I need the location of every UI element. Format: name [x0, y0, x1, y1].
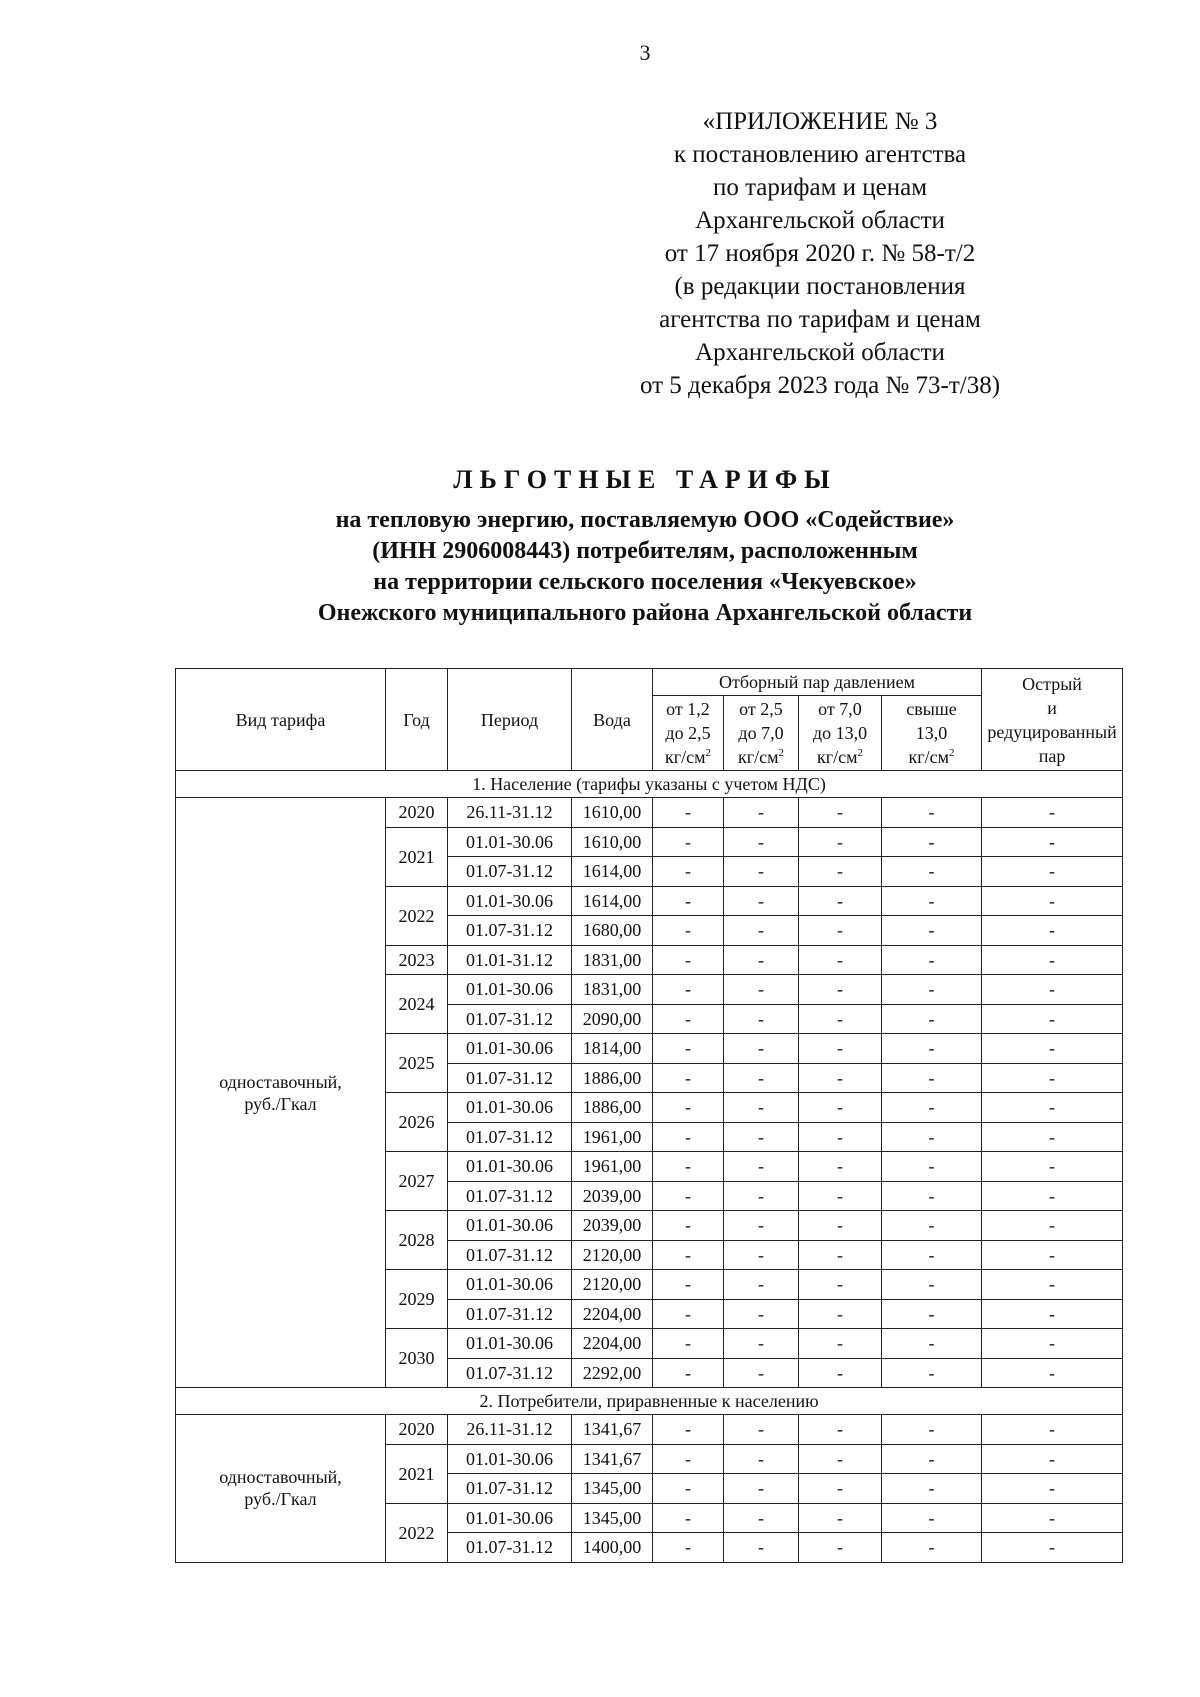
empty-value: - — [724, 1415, 799, 1445]
period-cell: 01.01-30.06 — [448, 1211, 572, 1241]
water-value: 2120,00 — [572, 1270, 653, 1300]
appendix-line: к постановлению агентства — [673, 141, 967, 168]
empty-value: - — [724, 1034, 799, 1064]
empty-value: - — [982, 827, 1123, 857]
header-steam-range — [724, 696, 799, 771]
empty-value: - — [982, 1270, 1123, 1300]
header-line: от 1,2 — [666, 699, 710, 719]
empty-value: - — [799, 1063, 882, 1093]
section-row — [176, 771, 1123, 798]
empty-value: - — [799, 1240, 882, 1270]
empty-value: - — [653, 916, 724, 946]
empty-value: - — [799, 1122, 882, 1152]
empty-value: - — [982, 857, 1123, 887]
empty-value: - — [724, 1240, 799, 1270]
empty-value: - — [882, 1329, 982, 1359]
header-unit — [882, 745, 981, 769]
header-line: до 13,0 — [812, 723, 868, 743]
empty-value: - — [982, 975, 1123, 1005]
tariff-type-line: руб./Гкал — [244, 1093, 317, 1114]
period-cell: 01.07-31.12 — [448, 1004, 572, 1034]
period-cell: 01.07-31.12 — [448, 1240, 572, 1270]
period-cell: 01.07-31.12 — [448, 1299, 572, 1329]
appendix-line: от 17 ноября 2020 г. № 58-т/2 — [664, 240, 976, 267]
empty-value: - — [653, 1270, 724, 1300]
empty-value: - — [799, 916, 882, 946]
empty-value: - — [653, 1329, 724, 1359]
tariff-type-cell — [176, 798, 386, 1388]
empty-value: - — [882, 1063, 982, 1093]
period-cell: 01.07-31.12 — [448, 1181, 572, 1211]
subtitle-line: на территории сельского поселения «Чекуевское» — [373, 569, 917, 595]
water-value: 1610,00 — [572, 827, 653, 857]
year-cell: 2020 — [386, 798, 448, 828]
empty-value: - — [982, 945, 1123, 975]
empty-value: - — [799, 975, 882, 1005]
empty-value: - — [882, 945, 982, 975]
header-line: до 2,5 — [665, 723, 711, 743]
empty-value: - — [982, 1474, 1123, 1504]
subtitle-line: (ИНН 2906008443) потребителям, расположенным — [372, 538, 918, 564]
empty-value: - — [799, 1270, 882, 1300]
appendix-line: от 5 декабря 2023 года № 73-т/38) — [639, 372, 1001, 399]
empty-value: - — [982, 1299, 1123, 1329]
empty-value: - — [882, 886, 982, 916]
water-value: 1961,00 — [572, 1152, 653, 1182]
subtitle-line: Онежского муниципального района Архангельской области — [317, 600, 973, 626]
water-value: 1341,67 — [572, 1444, 653, 1474]
empty-value: - — [799, 857, 882, 887]
period-cell: 01.01-30.06 — [448, 886, 572, 916]
empty-value: - — [799, 1004, 882, 1034]
empty-value: - — [653, 975, 724, 1005]
period-cell: 01.07-31.12 — [448, 1533, 572, 1563]
header-unit — [653, 745, 723, 769]
empty-value: - — [982, 1152, 1123, 1182]
empty-value: - — [653, 1152, 724, 1182]
header-line: до 7,0 — [738, 723, 784, 743]
appendix-line: Архангельской области — [695, 207, 945, 234]
empty-value: - — [799, 1299, 882, 1329]
unit-power: 2 — [949, 747, 955, 759]
empty-value: - — [982, 1415, 1123, 1445]
header-line: и — [1047, 697, 1057, 718]
empty-value: - — [882, 1270, 982, 1300]
appendix-line: по тарифам и ценам — [712, 174, 928, 201]
empty-value: - — [653, 1444, 724, 1474]
document-subtitle — [0, 505, 1200, 629]
unit-text: кг/см — [908, 747, 950, 767]
water-value: 2039,00 — [572, 1181, 653, 1211]
empty-value: - — [982, 1211, 1123, 1241]
unit-power: 2 — [705, 747, 711, 759]
empty-value: - — [724, 857, 799, 887]
water-value: 2204,00 — [572, 1299, 653, 1329]
water-value: 1831,00 — [572, 945, 653, 975]
period-cell: 01.07-31.12 — [448, 916, 572, 946]
empty-value: - — [799, 1503, 882, 1533]
empty-value: - — [982, 1122, 1123, 1152]
empty-value: - — [882, 1533, 982, 1563]
period-cell: 01.07-31.12 — [448, 1474, 572, 1504]
empty-value: - — [799, 945, 882, 975]
empty-value: - — [653, 1503, 724, 1533]
empty-value: - — [982, 1093, 1123, 1123]
empty-value: - — [799, 1211, 882, 1241]
period-cell: 01.01-30.06 — [448, 1444, 572, 1474]
header-line: свыше — [906, 699, 957, 719]
empty-value: - — [653, 1474, 724, 1504]
appendix-line: (в редакции постановления — [674, 273, 966, 300]
empty-value: - — [799, 1034, 882, 1064]
empty-value: - — [882, 1093, 982, 1123]
empty-value: - — [882, 975, 982, 1005]
empty-value: - — [982, 1181, 1123, 1211]
empty-value: - — [882, 1474, 982, 1504]
header-line: от 2,5 — [739, 699, 783, 719]
empty-value: - — [799, 1093, 882, 1123]
period-cell: 01.01-30.06 — [448, 1270, 572, 1300]
empty-value: - — [882, 916, 982, 946]
empty-value: - — [799, 798, 882, 828]
water-value: 2292,00 — [572, 1358, 653, 1388]
water-value: 2204,00 — [572, 1329, 653, 1359]
empty-value: - — [882, 1444, 982, 1474]
empty-value: - — [982, 1444, 1123, 1474]
appendix-line: «ПРИЛОЖЕНИЕ № 3 — [702, 108, 938, 135]
water-value: 1345,00 — [572, 1474, 653, 1504]
empty-value: - — [653, 1093, 724, 1123]
period-cell: 01.01-30.06 — [448, 1152, 572, 1182]
year-cell: 2030 — [386, 1329, 448, 1388]
period-cell: 01.01-30.06 — [448, 1503, 572, 1533]
water-value: 2120,00 — [572, 1240, 653, 1270]
empty-value: - — [653, 886, 724, 916]
header-steam-range — [653, 696, 724, 771]
empty-value: - — [653, 827, 724, 857]
year-cell: 2025 — [386, 1034, 448, 1093]
header-water: Вода — [572, 669, 653, 771]
empty-value: - — [653, 798, 724, 828]
period-cell: 01.01-30.06 — [448, 827, 572, 857]
unit-text: кг/см — [816, 747, 858, 767]
water-value: 1814,00 — [572, 1034, 653, 1064]
empty-value: - — [799, 1358, 882, 1388]
empty-value: - — [982, 1358, 1123, 1388]
water-value: 1831,00 — [572, 975, 653, 1005]
year-cell: 2027 — [386, 1152, 448, 1211]
unit-power: 2 — [857, 747, 863, 759]
empty-value: - — [982, 916, 1123, 946]
empty-value: - — [724, 1358, 799, 1388]
empty-value: - — [653, 1063, 724, 1093]
header-line: пар — [1038, 745, 1066, 766]
empty-value: - — [724, 916, 799, 946]
year-cell: 2020 — [386, 1415, 448, 1445]
empty-value: - — [724, 1299, 799, 1329]
water-value: 1680,00 — [572, 916, 653, 946]
empty-value: - — [799, 1474, 882, 1504]
empty-value: - — [799, 1152, 882, 1182]
empty-value: - — [982, 1034, 1123, 1064]
subtitle-line: на тепловую энергию, поставляемую ООО «Содействие» — [335, 507, 955, 533]
water-value: 1400,00 — [572, 1533, 653, 1563]
empty-value: - — [882, 1240, 982, 1270]
empty-value: - — [882, 1415, 982, 1445]
empty-value: - — [982, 1240, 1123, 1270]
header-year: Год — [386, 669, 448, 771]
empty-value: - — [882, 1004, 982, 1034]
empty-value: - — [882, 1152, 982, 1182]
tariff-table — [175, 668, 1123, 1563]
empty-value: - — [799, 1415, 882, 1445]
empty-value: - — [724, 1063, 799, 1093]
header-tariff-type: Вид тарифа — [176, 669, 386, 771]
period-cell: 01.01-30.06 — [448, 1034, 572, 1064]
document-title: ЛЬГОТНЫЕ ТАРИФЫ — [453, 465, 837, 494]
empty-value: - — [724, 1444, 799, 1474]
empty-value: - — [653, 1358, 724, 1388]
period-cell: 01.07-31.12 — [448, 1358, 572, 1388]
empty-value: - — [882, 1122, 982, 1152]
empty-value: - — [653, 857, 724, 887]
water-value: 1886,00 — [572, 1063, 653, 1093]
empty-value: - — [724, 798, 799, 828]
unit-text: кг/см — [737, 747, 779, 767]
tariff-type-line: одноставочный, — [219, 1071, 342, 1092]
empty-value: - — [724, 1329, 799, 1359]
empty-value: - — [724, 1004, 799, 1034]
header-unit — [724, 745, 798, 769]
empty-value: - — [724, 1122, 799, 1152]
empty-value: - — [724, 1474, 799, 1504]
header-period: Период — [448, 669, 572, 771]
header-line: 13,0 — [915, 723, 948, 743]
header-sharp-steam — [982, 669, 1123, 771]
empty-value: - — [653, 1415, 724, 1445]
empty-value: - — [882, 798, 982, 828]
empty-value: - — [653, 1299, 724, 1329]
empty-value: - — [982, 1533, 1123, 1563]
empty-value: - — [653, 1034, 724, 1064]
header-line: от 7,0 — [818, 699, 862, 719]
year-cell: 2022 — [386, 1503, 448, 1562]
empty-value: - — [882, 1211, 982, 1241]
header-line: редуцированный — [987, 721, 1117, 742]
empty-value: - — [799, 1533, 882, 1563]
empty-value: - — [882, 1299, 982, 1329]
water-value: 1610,00 — [572, 798, 653, 828]
empty-value: - — [982, 1329, 1123, 1359]
empty-value: - — [982, 1063, 1123, 1093]
header-steam-range — [882, 696, 982, 771]
empty-value: - — [799, 827, 882, 857]
empty-value: - — [724, 1093, 799, 1123]
empty-value: - — [724, 1503, 799, 1533]
empty-value: - — [882, 1181, 982, 1211]
period-cell: 01.07-31.12 — [448, 1122, 572, 1152]
year-cell: 2029 — [386, 1270, 448, 1329]
appendix-header — [600, 105, 1040, 402]
empty-value: - — [982, 798, 1123, 828]
period-cell: 01.01-30.06 — [448, 1329, 572, 1359]
empty-value: - — [799, 1181, 882, 1211]
period-cell: 26.11-31.12 — [448, 798, 572, 828]
header-unit — [799, 745, 881, 769]
period-cell: 01.01-31.12 — [448, 945, 572, 975]
tariff-type-line: руб./Гкал — [244, 1489, 317, 1510]
section-title: 1. Население (тарифы указаны с учетом НДС) — [176, 771, 1123, 798]
empty-value: - — [882, 1358, 982, 1388]
appendix-line: Архангельской области — [695, 339, 945, 366]
table-row — [176, 1415, 1123, 1445]
empty-value: - — [799, 1444, 882, 1474]
water-value: 1961,00 — [572, 1122, 653, 1152]
water-value: 1614,00 — [572, 886, 653, 916]
empty-value: - — [653, 1211, 724, 1241]
year-cell: 2023 — [386, 945, 448, 975]
water-value: 2090,00 — [572, 1004, 653, 1034]
empty-value: - — [799, 886, 882, 916]
section-title: 2. Потребители, приравненные к населению — [176, 1388, 1123, 1415]
water-value: 1345,00 — [572, 1503, 653, 1533]
year-cell: 2022 — [386, 886, 448, 945]
header-steam-group: Отборный пар давлением — [653, 669, 982, 696]
unit-power: 2 — [778, 747, 784, 759]
empty-value: - — [982, 886, 1123, 916]
section-row — [176, 1388, 1123, 1415]
empty-value: - — [724, 945, 799, 975]
empty-value: - — [724, 827, 799, 857]
year-cell: 2021 — [386, 827, 448, 886]
empty-value: - — [882, 1503, 982, 1533]
empty-value: - — [882, 857, 982, 887]
appendix-line: агентства по тарифам и ценам — [659, 306, 981, 333]
header-line: Острый — [1022, 673, 1082, 694]
empty-value: - — [724, 1181, 799, 1211]
empty-value: - — [653, 1240, 724, 1270]
empty-value: - — [799, 1329, 882, 1359]
period-cell: 01.07-31.12 — [448, 857, 572, 887]
empty-value: - — [653, 1181, 724, 1211]
empty-value: - — [982, 1004, 1123, 1034]
period-cell: 01.07-31.12 — [448, 1063, 572, 1093]
tariff-type-cell — [176, 1415, 386, 1563]
period-cell: 26.11-31.12 — [448, 1415, 572, 1445]
year-cell: 2026 — [386, 1093, 448, 1152]
empty-value: - — [724, 975, 799, 1005]
year-cell: 2021 — [386, 1444, 448, 1503]
year-cell: 2024 — [386, 975, 448, 1034]
empty-value: - — [724, 1533, 799, 1563]
empty-value: - — [982, 1503, 1123, 1533]
empty-value: - — [724, 1270, 799, 1300]
water-value: 1341,67 — [572, 1415, 653, 1445]
empty-value: - — [653, 945, 724, 975]
empty-value: - — [724, 1211, 799, 1241]
water-value: 1886,00 — [572, 1093, 653, 1123]
period-cell: 01.01-30.06 — [448, 1093, 572, 1123]
empty-value: - — [724, 1152, 799, 1182]
tariff-type-line: одноставочный, — [219, 1467, 342, 1488]
year-cell: 2028 — [386, 1211, 448, 1270]
water-value: 2039,00 — [572, 1211, 653, 1241]
empty-value: - — [653, 1004, 724, 1034]
empty-value: - — [653, 1122, 724, 1152]
header-steam-range — [799, 696, 882, 771]
empty-value: - — [882, 827, 982, 857]
empty-value: - — [653, 1533, 724, 1563]
period-cell: 01.01-30.06 — [448, 975, 572, 1005]
water-value: 1614,00 — [572, 857, 653, 887]
empty-value: - — [724, 886, 799, 916]
empty-value: - — [882, 1034, 982, 1064]
unit-text: кг/см — [664, 747, 706, 767]
page-number: 3 — [639, 40, 651, 65]
table-row — [176, 798, 1123, 828]
